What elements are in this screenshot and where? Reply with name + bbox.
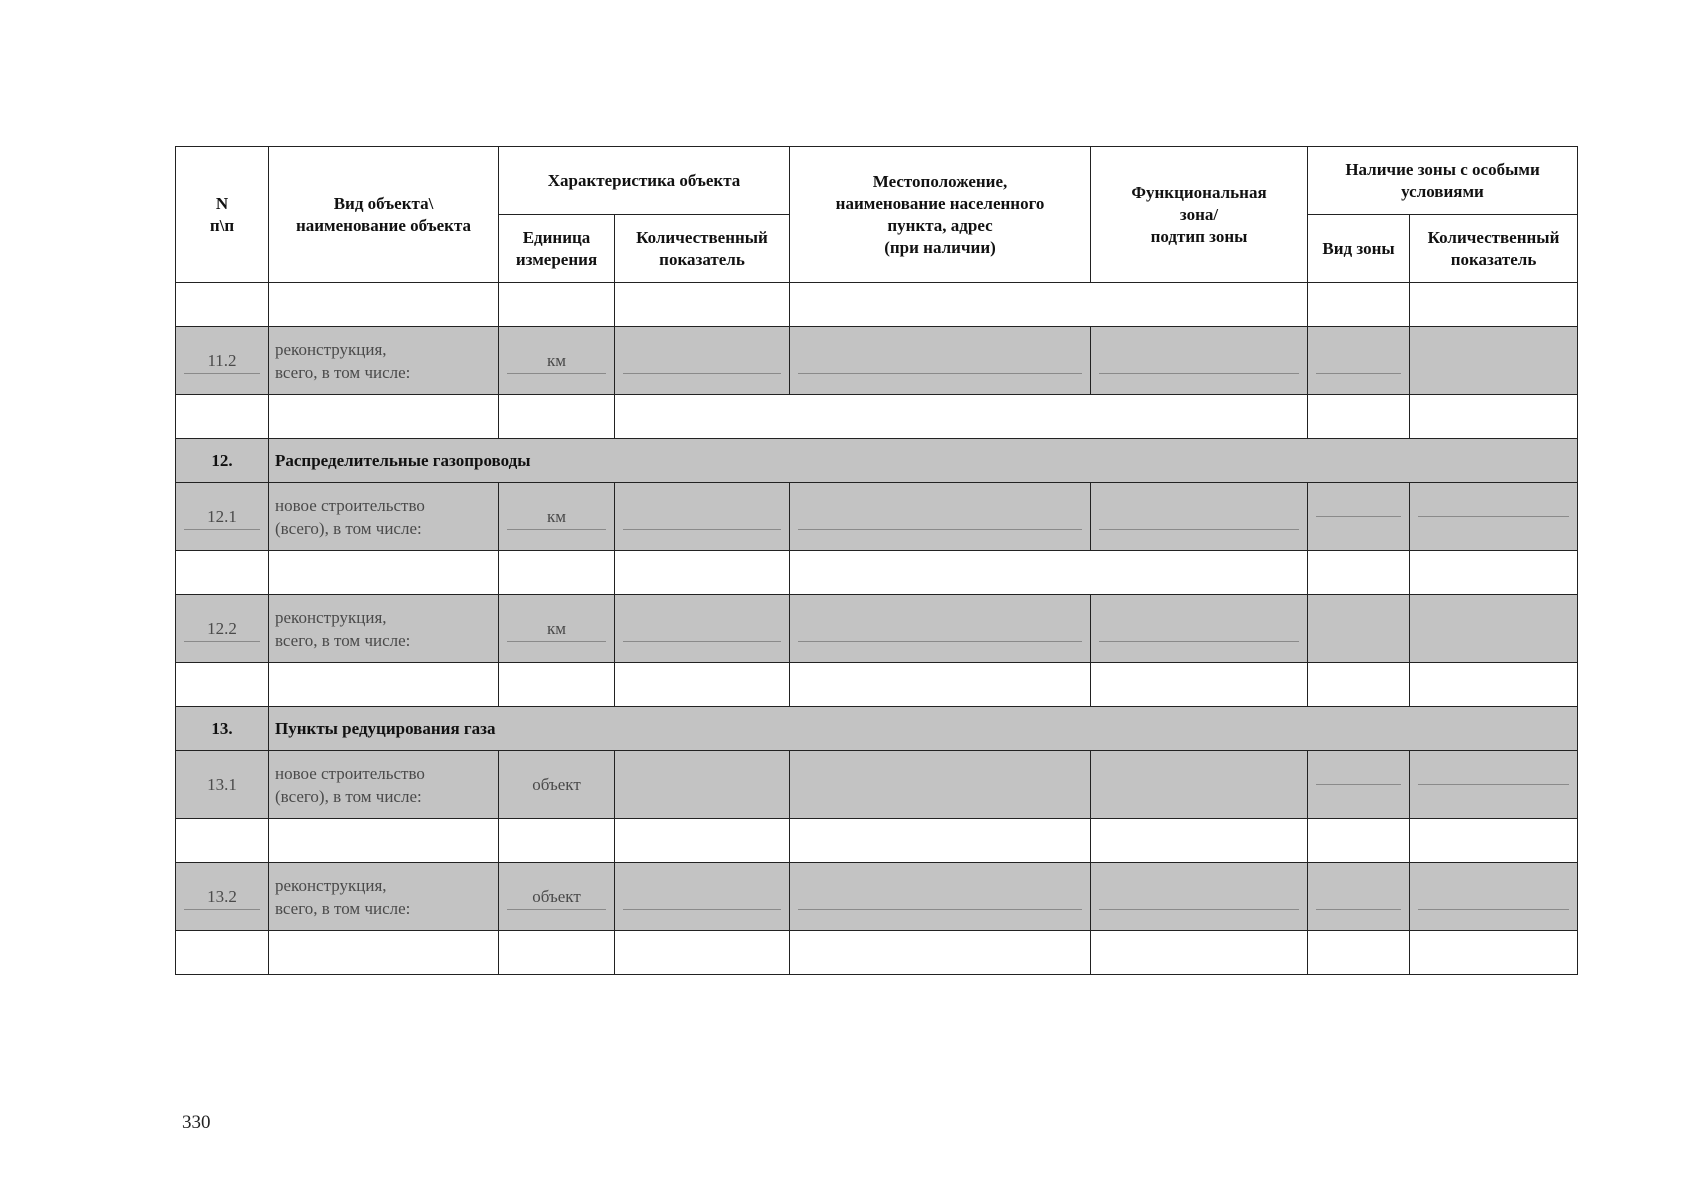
header-characteristic: Характеристика объекта [499, 147, 790, 215]
row-functional-zone [1091, 327, 1308, 395]
row-number: 11.2 [176, 327, 269, 395]
header-functional-zone: Функциональная зона/ подтип зоны [1091, 147, 1308, 283]
row-functional-zone [1091, 483, 1308, 551]
section-number: 12. [176, 439, 269, 483]
row-functional-zone [1091, 751, 1308, 819]
gas-objects-table [175, 146, 1578, 975]
row-unit: объект [499, 751, 615, 819]
row-location [790, 327, 1091, 395]
row-location [790, 483, 1091, 551]
row-zone-quantity [1410, 751, 1578, 819]
row-location [790, 863, 1091, 931]
row-zone-type [1308, 595, 1410, 663]
row-quantity [615, 327, 790, 395]
row-zone-quantity [1410, 327, 1578, 395]
row-number: 12.2 [176, 595, 269, 663]
row-zone-type [1308, 327, 1410, 395]
row-name: новое строительство (всего), в том числе: [269, 751, 499, 819]
row-number: 13.1 [176, 751, 269, 819]
header-num: N п\п [176, 147, 269, 283]
section-title: Пункты редуцирования газа [269, 707, 1578, 751]
table-row-13-2 [176, 863, 1578, 931]
header-location: Местоположение, наименование населенного пункта, адрес (при наличии) [790, 147, 1091, 283]
row-unit: км [499, 595, 615, 663]
row-name: новое строительство (всего), в том числе: [269, 483, 499, 551]
table-row-13-1 [176, 751, 1578, 819]
row-functional-zone [1091, 863, 1308, 931]
row-number: 12.1 [176, 483, 269, 551]
row-location [790, 595, 1091, 663]
row-number: 13.2 [176, 863, 269, 931]
header-unit: Единица измерения [499, 215, 615, 283]
row-quantity [615, 863, 790, 931]
row-name: реконструкция, всего, в том числе: [269, 595, 499, 663]
table-row-empty [176, 819, 1578, 863]
header-zone-quantity: Количественный показатель [1410, 215, 1578, 283]
row-unit: объект [499, 863, 615, 931]
row-name: реконструкция, всего, в том числе: [269, 327, 499, 395]
row-location [790, 751, 1091, 819]
row-quantity [615, 751, 790, 819]
row-unit: км [499, 327, 615, 395]
table-row-empty [176, 931, 1578, 975]
table-row-empty [176, 663, 1578, 707]
table-row-12-2 [176, 595, 1578, 663]
header-quantity: Количественный показатель [615, 215, 790, 283]
header-zone-type: Вид зоны [1308, 215, 1410, 283]
row-name: реконструкция, всего, в том числе: [269, 863, 499, 931]
header-special-zone: Наличие зоны с особыми условиями [1308, 147, 1578, 215]
section-title: Распределительные газопроводы [269, 439, 1578, 483]
section-row-12 [176, 439, 1578, 483]
table-row-11-2 [176, 327, 1578, 395]
table-row-empty [176, 395, 1578, 439]
row-zone-type [1308, 863, 1410, 931]
row-functional-zone [1091, 595, 1308, 663]
row-zone-quantity [1410, 863, 1578, 931]
table-row-12-1 [176, 483, 1578, 551]
row-zone-type [1308, 751, 1410, 819]
row-zone-quantity [1410, 595, 1578, 663]
row-zone-quantity [1410, 483, 1578, 551]
page-number: 330 [182, 1112, 211, 1133]
row-quantity [615, 595, 790, 663]
row-zone-type [1308, 483, 1410, 551]
row-unit: км [499, 483, 615, 551]
header-object-type: Вид объекта\ наименование объекта [269, 147, 499, 283]
table-row-empty [176, 551, 1578, 595]
section-row-13 [176, 707, 1578, 751]
table-header-row-1 [176, 147, 1578, 215]
section-number: 13. [176, 707, 269, 751]
row-quantity [615, 483, 790, 551]
table-row-empty [176, 283, 1578, 327]
